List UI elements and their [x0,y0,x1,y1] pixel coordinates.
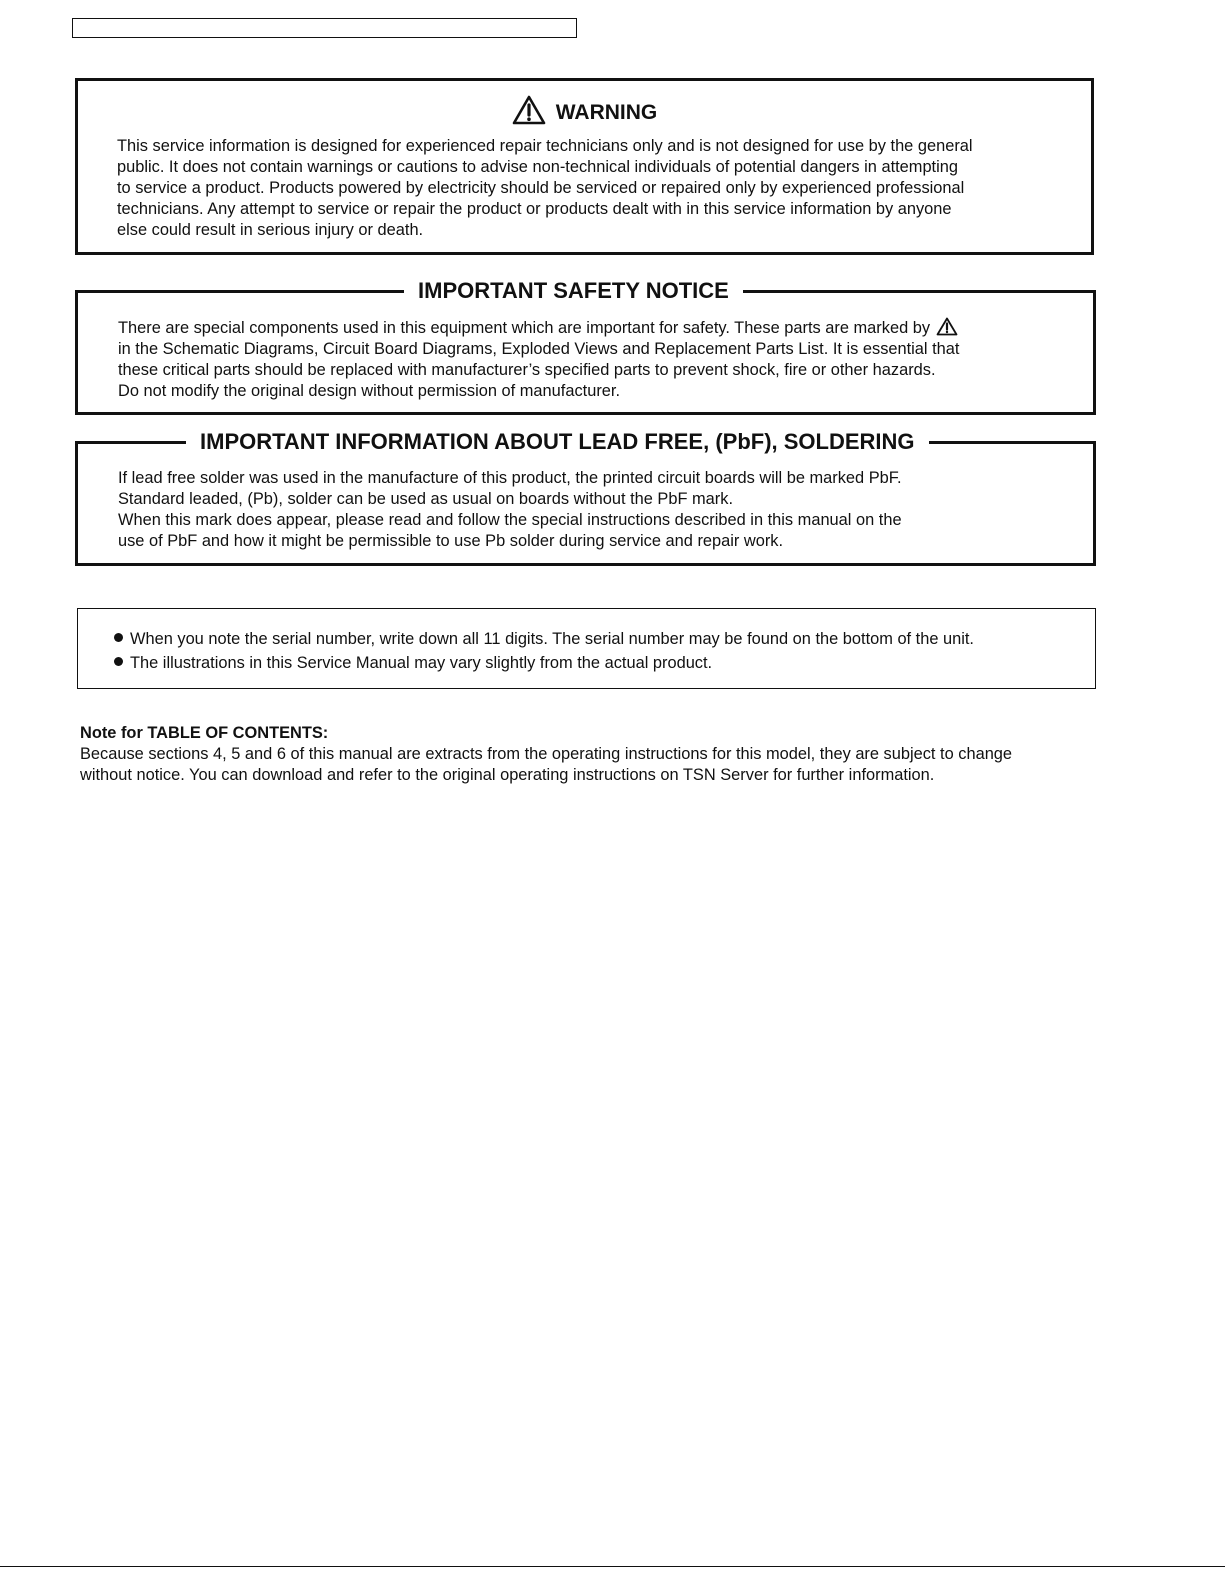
warning-triangle-icon [512,95,546,125]
warning-title: WARNING [555,101,658,124]
warning-text [117,136,973,241]
safety-line: in the Schematic Diagrams, Circuit Board Diagrams, Exploded Views and Replacement Parts List. It is essential that [118,340,960,358]
lead-free-box [75,429,1096,566]
notes-box [77,608,1096,689]
note-text: When you note the serial number, write down all 11 digits. The serial number may be found on the bottom of the unit. [130,630,974,648]
list-item [114,627,974,651]
safety-line: these critical parts should be replaced with manufacturer’s specified parts to prevent shock, fire or other hazards. [118,361,936,379]
warning-line: else could result in serious injury or death. [117,221,424,239]
lead-free-line: Standard leaded, (Pb), solder can be used as usual on boards without the PbF mark. [118,490,734,508]
lead-free-line: When this mark does appear, please read and follow the special instructions described in this manual on the [118,511,902,529]
safety-line-with-icon [118,317,959,339]
toc-note-heading: Note for TABLE OF CONTENTS: [80,724,329,742]
warning-line: technicians. Any attempt to service or repair the product or products dealt with in this service information by anyone [117,200,952,218]
safety-triangle-icon [936,317,958,336]
warning-line: to service a product. Products powered by electricity should be serviced or repaired only by experienced professional [117,179,965,197]
warning-line: This service information is designed for experienced repair technicians only and is not designed for use by the general [117,137,973,155]
safety-line: There are special components used in this equipment which are important for safety. These parts are marked by [118,319,931,337]
notes-list [114,627,974,675]
lead-free-line: use of PbF and how it might be permissible to use Pb solder during service and repair work. [118,532,784,550]
toc-note [80,723,1012,786]
toc-note-line: without notice. You can download and refer to the original operating instructions on TSN Server for further information. [80,766,935,784]
note-text: The illustrations in this Service Manual may vary slightly from the actual product. [130,654,713,672]
lead-free-line: If lead free solder was used in the manufacture of this product, the printed circuit boards will be marked PbF. [118,469,902,487]
warning-line: public. It does not contain warnings or cautions to advise non-technical individuals of potential dangers in attempting [117,158,958,176]
safety-notice-box [75,278,1096,415]
warning-heading [78,95,1091,130]
warning-box [75,78,1094,255]
header-frame [72,18,577,38]
bottom-rule [0,1566,1225,1567]
safety-notice-title: IMPORTANT SAFETY NOTICE [404,277,743,305]
safety-line: Do not modify the original design without permission of manufacturer. [118,382,620,400]
lead-free-text [118,468,902,552]
list-item [114,651,974,675]
safety-notice-text [118,317,959,402]
toc-note-line: Because sections 4, 5 and 6 of this manual are extracts from the operating instructions for this model, they are subject to change [80,745,1013,763]
lead-free-title: IMPORTANT INFORMATION ABOUT LEAD FREE, (PbF), SOLDERING [186,428,929,456]
